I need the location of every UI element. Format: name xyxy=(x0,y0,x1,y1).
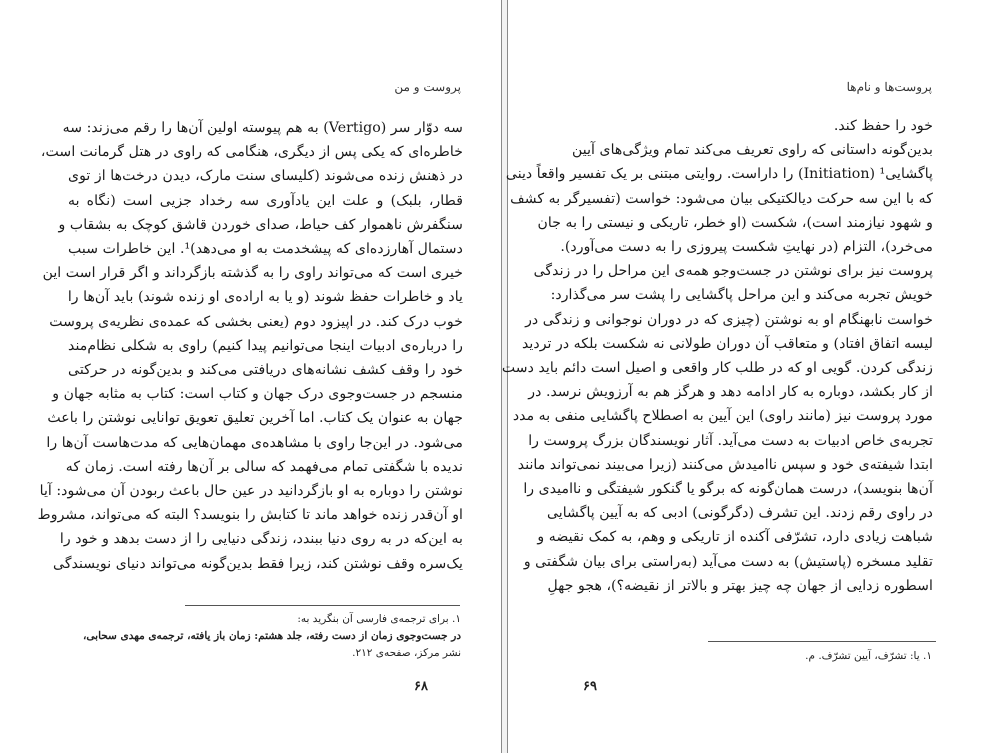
text-line: در راوی رقم زدند. این تشرف (دگرگونی) ادبی که به آیین پاگشایی xyxy=(546,505,933,522)
body-text xyxy=(37,116,464,576)
text-line: یک‌سره وقف نوشتن کند، زیرا فقط بدین‌گونه می‌تواند دنیای نویسندگی xyxy=(53,555,463,572)
text-line: می‌شود. در این‌جا راوی با مشاهده‌ی مهمان‌هایی که مدت‌هاست آن‌ها را xyxy=(46,434,463,451)
running-header: پروست‌ها و نام‌ها xyxy=(846,80,932,94)
text-line: اسطوره زدایی از جهان چه چیز بهتر و بالاتر از نقیضه؟)، هجو جهلِ xyxy=(547,577,933,594)
footnote-line: نشر مرکز، صفحه‌ی ۲۱۲. xyxy=(352,647,461,659)
footnote xyxy=(66,611,461,662)
text-line: جهان به عنوان یک کتاب. اما آخرین تعلیق تعویق توانایی نوشتن را باعث xyxy=(47,410,463,427)
text-line: مورد پروست نیز (مانند راوی) این آیین به اصطلاح پاگشایی منفی به مدد xyxy=(512,408,933,425)
text-line: پروست نیز برای نوشتن در جست‌وجو همه‌ی این مراحل را در زندگی xyxy=(533,263,933,280)
text-line: دستمال آهارزده‌ای که پیشخدمت به او می‌دهد)¹. این خاطرات سبب xyxy=(68,241,464,258)
page-number: ۶۹ xyxy=(583,679,597,694)
footnote xyxy=(592,648,932,665)
text-line: شباهت زیادی دارد، تشرّفی آکنده از تاریکی و وهم، به کمک نقیضه و xyxy=(537,529,933,546)
footnote-line: ۱. برای ترجمه‌ی فارسی آن بنگرید به: xyxy=(297,613,461,625)
text-line: بدین‌گونه داستانی که راوی تعریف می‌کند تمام ویژگی‌های آیین xyxy=(571,142,933,159)
text-line: خویش تجربه می‌کند و این مراحل پاگشایی را پشت سر می‌گذارد: xyxy=(550,287,933,304)
text-line: که با این سه حرکت دیالکتیکی بیان می‌شود: خواست (تفسیرگر به کشف xyxy=(510,190,933,207)
text-line: تجربه‌ی خاص ادبیات به دست می‌آید. آثار نویسندگان بزرگ پروست را xyxy=(528,432,933,449)
text-line: پاگشایی¹ (Initiation) را داراست. روایتی مبتنی بر یک تفسیر واقعاً دینی xyxy=(505,166,933,183)
page-number: ۶۸ xyxy=(414,679,428,694)
text-line: در ذهنش زنده می‌شوند (کلیسای سنت مارک، دیدن درخت‌ها از توی xyxy=(68,168,463,185)
text-line: و شهود نیازمند است)، شکست (او خطر، تاریکی و نیستی را به جان xyxy=(537,214,933,231)
footnote-line: در جست‌وجوی زمان از دست رفته، جلد هشتم: زمان باز یافته، ترجمه‌ی مهدی سحابی، xyxy=(83,630,461,642)
body-text xyxy=(501,114,933,598)
text-line: از کار بکشد، دوباره به کار ادامه دهد و هرگز هم به آرزویش نرسد. در xyxy=(528,384,933,401)
text-line: خود را حفظ کند. xyxy=(833,118,933,134)
text-line: سنگفرش ناهموار کف حیاط، صدای خوردن قاشق کوچک به بشقاب و xyxy=(58,216,463,233)
running-header: پروست و من xyxy=(394,80,461,94)
text-line: به این‌که در به روی دنیا ببندد، زندگی دنیایی را از دست بدهد و خود را xyxy=(59,531,463,548)
text-line: تقلید مسخره (پاستیش) به دست می‌آید (به‌راستی برای بیان شگفتی و xyxy=(523,553,933,570)
footnote-line: ۱. یا: تشرّف، آیین تشرّف. م. xyxy=(805,650,932,662)
left-page xyxy=(0,0,502,753)
text-line: خود را وقف کشف نشانه‌های دریافتی می‌کند و بدین‌گونه در حرکتی xyxy=(68,362,463,379)
text-line: خواست نابهنگام او به نوشتن (چیزی که در دوران نوجوانی و زندگی در xyxy=(525,311,933,328)
footnote-rule xyxy=(708,641,936,642)
text-line: را درباره‌ی ادبیات اینجا می‌توانیم پیدا کنیم) راوی به شکلی نظام‌مند xyxy=(68,337,463,354)
text-line: ابتدا شیفته‌ی خود و سپس ناامیدش می‌کنند (زیرا می‌بیند نمی‌تواند مانند xyxy=(517,456,933,473)
text-line: خیری است که می‌تواند راوی را به گذشته بازگرداند و اگر قرار است این xyxy=(42,265,463,282)
text-line: می‌خرد)، التزام (در نهایتِ شکست پیروزی را به دست می‌آورد). xyxy=(560,239,933,256)
text-line: او آن‌قدر زنده خواهد ماند تا کتابش را بنویسد؟ البته که می‌تواند، مشروط xyxy=(37,507,463,524)
text-line: لیسه اتفاق افتاد) و متعاقب آن دوران طولانی نه شکست بلکه در تردید xyxy=(521,335,933,352)
text-line: خوب درک کند. در اپیزود دوم (یعنی بخشی که عمده‌ی نظریه‌ی پروست xyxy=(49,313,463,330)
text-line: منسجم در جست‌وجوی درک جهان و کتاب است: کتاب به مثابه جهان و xyxy=(52,386,463,403)
text-line: زندگی کردن. گویی او که در طلب کار واقعی و اصیل است دائم باید دست xyxy=(501,360,933,377)
text-line: خاطره‌ای که یکی پس از دیگری، هنگامی که راوی در هتل گرمانت است، xyxy=(40,144,463,161)
text-line: نوشتن را دوباره به او بازگردانید در عین حال باعث ربودن آن می‌شود: آیا xyxy=(39,483,463,500)
text-line: ندیده با شگفتی تمام می‌فهمد که سالی بر آن‌ها رفته است. زمان که xyxy=(65,458,463,475)
text-line: قطار، بلبک) و علت این یادآوری سه رخداد جزیی است (نگاه به xyxy=(68,192,463,209)
text-line: آن‌ها بنویسد)، درست همان‌گونه که برگو یا گنکور شیفتگی و ناامیدی را xyxy=(523,481,933,498)
text-line: سه دوّار سر (Vertigo) به هم پیوسته اولین آن‌ها را رقم می‌زند: سه xyxy=(62,120,463,136)
footnote-rule xyxy=(185,605,460,606)
text-line: یاد و خاطرات حفظ شوند (و یا به اراده‌ی او زنده شوند) باید آن‌ها را xyxy=(67,289,463,306)
right-page xyxy=(501,0,1007,753)
